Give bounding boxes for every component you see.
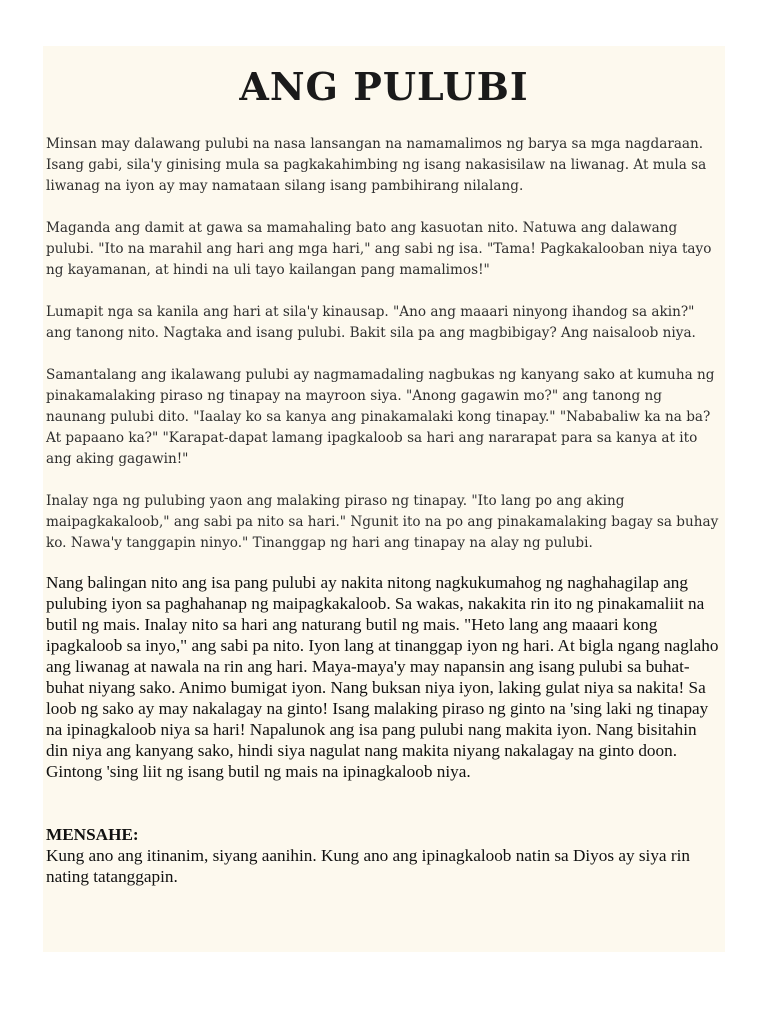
message-heading: MENSAHE: (46, 825, 139, 844)
story-paragraph-3: Lumapit nga sa kanila ang hari at sila'y kinausap. "Ano ang maaari ninyong ihandog sa akin?" ang tanong nito. Nagtaka and isang pulubi. Bakit sila pa ang magbibigay? Ang naisaloob niya. (46, 304, 696, 341)
document-page (43, 46, 725, 952)
story-section (46, 134, 722, 575)
story-conclusion-section (46, 572, 722, 782)
story-paragraph-6: Nang balingan nito ang isa pang pulubi ay nakita nitong nagkukumahog ng naghahagilap ang pulubing iyon sa paghahanap ng maipagkakaloob. Sa wakas, nakakita rin ito ng pinakamaliit na butil ng mais. Inalay nito sa hari ang naturang butil ng mais. "Heto lang ang maaari kong ipagkaloob sa inyo," ang sabi pa nito. Iyon lang at tinanggap iyon ng hari. At bigla ngang naglaho ang liwanag at nawala na rin ang hari. Maya-maya'y may napansin ang isang pulubi sa buhat-buhat niyang sako. Animo bumigat iyon. Nang buksan niya iyon, laking gulat niya sa nakita! Sa loob ng sako ay may nakalagay na ginto! Isang malaking piraso ng ginto na 'sing laki ng tinapay na ipinagkaloob niya sa hari! Napalunok ang isa pang pulubi nang makita iyon. Nang bisitahin din niya ang kanyang sako, hindi siya nagulat nang makita niyang nakalagay na ginto doon. Gintong 'sing liit ng isang butil ng mais na ipinagkaloob niya. (46, 573, 719, 781)
document-title: ANG PULUBI (239, 64, 529, 109)
message-text: Kung ano ang itinanim, siyang aanihin. Kung ano ang ipinagkaloob natin sa Diyos ay siya rin nating tatanggapin. (46, 846, 690, 886)
story-paragraph-1: Minsan may dalawang pulubi na nasa lansangan na namamalimos ng barya sa mga nagdaraan. Isang gabi, sila'y ginising mula sa pagkakahimbing ng isang nakasisilaw na liwanag. At mula sa liwanag na iyon ay may namataan silang isang pambihirang nilalang. (46, 136, 707, 194)
story-paragraph-5: Inalay nga ng pulubing yaon ang malaking piraso ng tinapay. "Ito lang po ang aking maipagkakaloob," ang sabi pa nito sa hari." Ngunit ito na po ang pinakamalaking bagay sa buhay ko. Nawa'y tanggapin ninyo." Tinanggap ng hari ang tinapay na alay ng pulubi. (46, 493, 719, 551)
story-paragraph-2: Maganda ang damit at gawa sa mamahaling bato ang kasuotan nito. Natuwa ang dalawang pulubi. "Ito na marahil ang hari ang mga hari," ang sabi ng isa. "Tama! Pagkakalooban niya tayo ng kayamanan, at hindi na uli tayo kailangan pang mamalimos!" (46, 220, 712, 278)
story-paragraph-4: Samantalang ang ikalawang pulubi ay nagmamadaling nagbukas ng kanyang sako at kumuha ng pinakamalaking piraso ng tinapay na mayroon siya. "Anong gagawin mo?" ang tanong ng naunang pulubi dito. "Iaalay ko sa kanya ang pinakamalaki kong tinapay." "Nababaliw ka na ba? At papaano ka?" "Karapat-dapat lamang ipagkaloob sa hari ang nararapat para sa kanya at ito ang aking gagawin!" (46, 367, 715, 467)
